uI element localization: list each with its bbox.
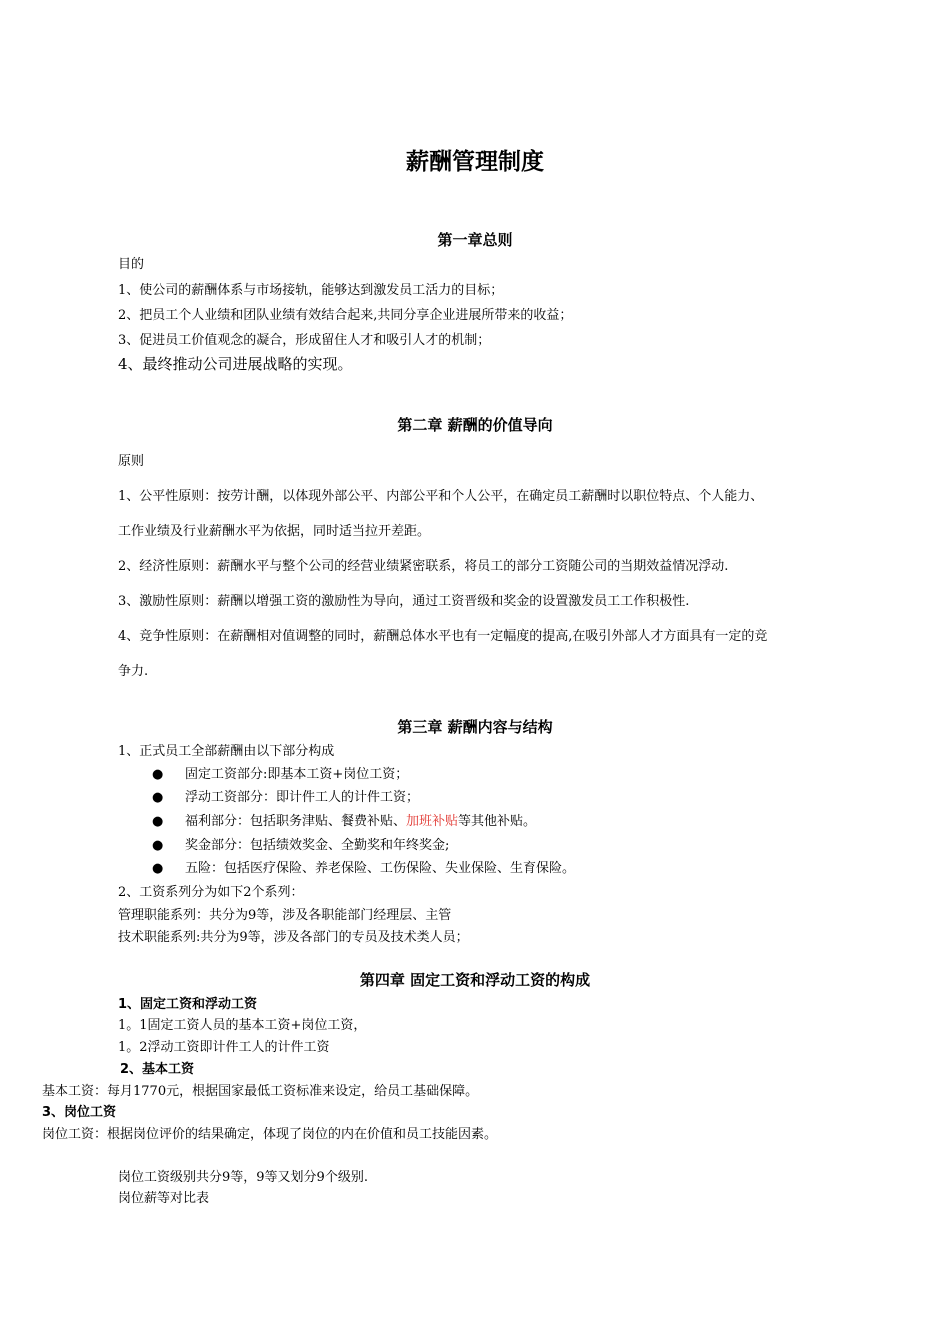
chapter-1-item: 4、最终推动公司进展战略的实现。 xyxy=(118,355,353,373)
bullet-icon: ● xyxy=(152,838,164,853)
section-line: 岗位工资级别共分9等，9等又划分9个级别. xyxy=(118,1170,368,1185)
document-title: 薪酬管理制度 xyxy=(406,149,544,175)
principle-line: 工作业绩及行业薪酬水平为依据，同时适当拉开差距。 xyxy=(118,524,431,539)
series-line: 技术职能系列:共分为9等，涉及各部门的专员及技术类人员； xyxy=(118,930,469,945)
section-line: 基本工资：每月1770元，根据国家最低工资标准来设定，给员工基础保障。 xyxy=(42,1084,479,1099)
chapter-2-label: 原则 xyxy=(118,454,145,469)
bullet-icon: ● xyxy=(152,767,164,782)
series-intro: 2、工资系列分为如下2个系列： xyxy=(118,885,304,900)
chapter-2-heading: 第二章 薪酬的价值导向 xyxy=(397,416,553,434)
section-title: 3、岗位工资 xyxy=(42,1105,117,1120)
bullet-icon: ● xyxy=(152,861,164,876)
section-title: 1、固定工资和浮动工资 xyxy=(118,997,258,1012)
bullet-text: 福利部分：包括职务津贴、餐费补贴、 xyxy=(185,814,407,829)
chapter-1-item: 2、把员工个人业绩和团队业绩有效结合起来,共同分享企业进展所带来的收益； xyxy=(118,308,573,323)
highlighted-text: 加班补贴 xyxy=(406,814,459,829)
principle-line: 争力. xyxy=(118,664,149,679)
bullet-item xyxy=(185,815,536,828)
section-title: 2、基本工资 xyxy=(120,1062,195,1077)
chapter-1-label: 目的 xyxy=(118,257,145,272)
principle-line: 3、激励性原则：薪酬以增强工资的激励性为导向，通过工资晋级和奖金的设置激发员工工作积极性. xyxy=(118,594,690,609)
series-line: 管理职能系列：共分为9等，涉及各职能部门经理层、主管 xyxy=(118,908,452,923)
chapter-3-intro: 1、正式员工全部薪酬由以下部分构成 xyxy=(118,744,335,759)
bullet-item: 固定工资部分:即基本工资+岗位工资； xyxy=(185,767,409,782)
principle-line: 1、公平性原则：按劳计酬，以体现外部公平、内部公平和个人公平，在确定员工薪酬时以职位特点、个人能力、 xyxy=(118,489,764,504)
section-line: 岗位工资：根据岗位评价的结果确定，体现了岗位的内在价值和员工技能因素。 xyxy=(42,1127,498,1142)
bullet-item: 五险：包括医疗保险、养老保险、工伤保险、失业保险、生育保险。 xyxy=(185,861,576,876)
principle-line: 2、经济性原则：薪酬水平与整个公司的经营业绩紧密联系，将员工的部分工资随公司的当期效益情况浮动. xyxy=(118,559,729,574)
chapter-1-item: 3、促进员工价值观念的凝合，形成留住人才和吸引人才的机制； xyxy=(118,333,491,348)
chapter-1-heading: 第一章总则 xyxy=(437,231,513,249)
chapter-4-heading: 第四章 固定工资和浮动工资的构成 xyxy=(359,971,591,989)
bullet-icon: ● xyxy=(152,814,164,829)
section-line: 岗位薪等对比表 xyxy=(118,1191,210,1206)
bullet-text: 等其他补贴。 xyxy=(458,814,537,829)
principle-line: 4、竞争性原则：在薪酬相对值调整的同时，薪酬总体水平也有一定幅度的提高,在吸引外部人才方面具有一定的竞 xyxy=(118,629,768,644)
bullet-item: 浮动工资部分：即计件工人的计件工资； xyxy=(185,790,420,805)
chapter-3-heading: 第三章 薪酬内容与结构 xyxy=(397,718,553,736)
bullet-item: 奖金部分：包括绩效奖金、全勤奖和年终奖金; xyxy=(185,838,450,853)
chapter-1-item: 1、使公司的薪酬体系与市场接轨，能够达到激发员工活力的目标； xyxy=(118,283,504,298)
section-line: 1。2浮动工资即计件工人的计件工资 xyxy=(118,1040,330,1055)
bullet-icon: ● xyxy=(152,790,164,805)
section-line: 1。1固定工资人员的基本工资+岗位工资， xyxy=(118,1018,367,1033)
